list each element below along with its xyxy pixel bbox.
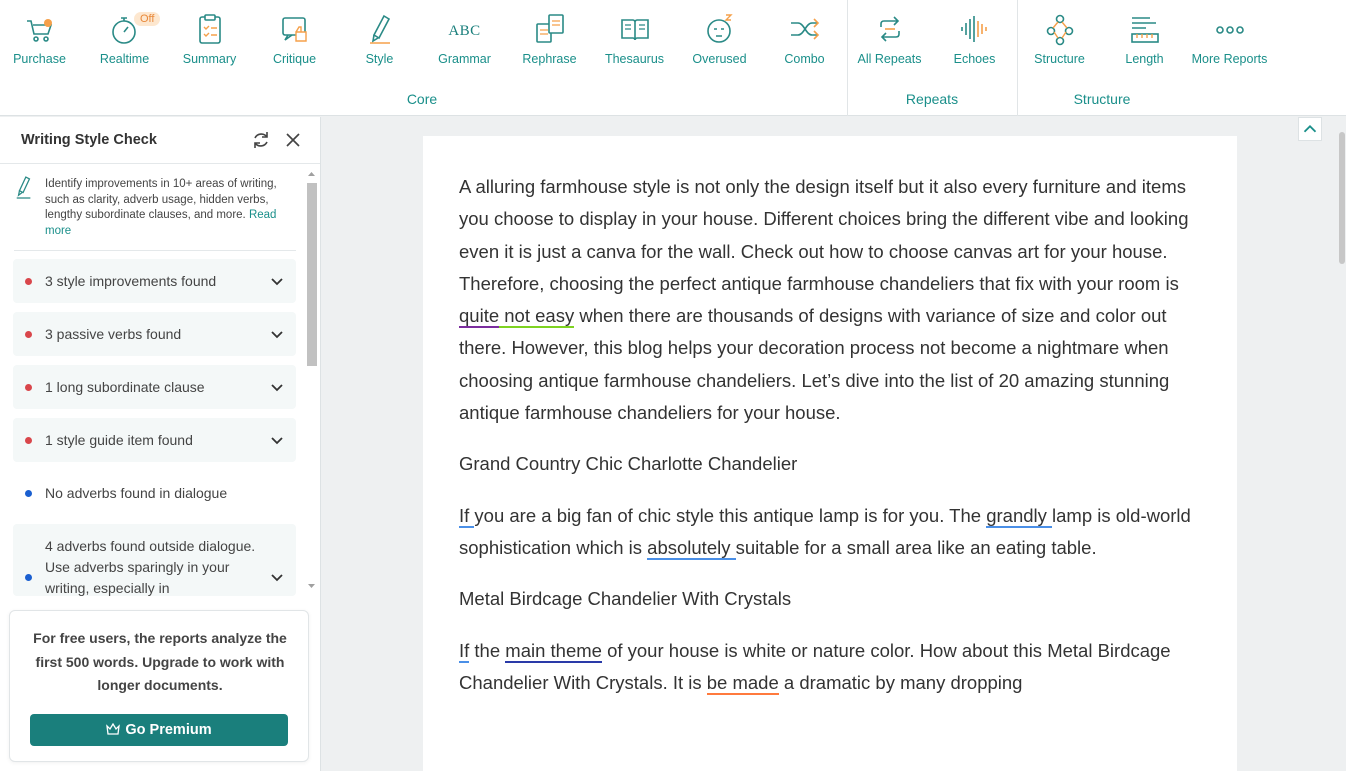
tool-label: Grammar	[438, 52, 491, 66]
pen-icon	[14, 175, 34, 201]
check-label: No adverbs found in dialogue	[45, 485, 228, 501]
tool-style[interactable]	[337, 12, 422, 72]
tool-label: Summary	[182, 52, 237, 66]
close-icon[interactable]	[282, 129, 304, 151]
check-label: 1 long subordinate clause	[45, 379, 205, 395]
sound-wave-icon	[959, 12, 991, 46]
pen-icon	[364, 12, 396, 46]
tool-length[interactable]	[1102, 12, 1187, 72]
read-more-link[interactable]: Read more	[45, 209, 277, 237]
tool-label: Overused	[692, 52, 747, 66]
chevron-down-icon	[270, 381, 284, 395]
go-premium-button[interactable]	[30, 714, 288, 746]
highlight-adverb[interactable]: absolutely	[647, 536, 736, 558]
tool-rephrase[interactable]	[507, 12, 592, 72]
status-dot	[25, 331, 32, 338]
document-scrollbar[interactable]	[1339, 132, 1345, 264]
highlight-style-guide[interactable]: main theme	[505, 639, 602, 661]
check-label: 3 passive verbs found	[45, 326, 182, 342]
status-dot	[25, 574, 32, 581]
abc-icon: ABC	[448, 23, 481, 39]
report-toolbar	[0, 0, 1346, 116]
tool-combo[interactable]	[762, 12, 847, 72]
check-label: 4 adverbs found outside dialogue. Use adverbs sparingly in your writing, especially in	[45, 538, 256, 596]
group-label-core: Core	[406, 91, 438, 107]
sleepy-face-icon	[704, 12, 736, 46]
critique-icon	[279, 12, 311, 46]
check-subordinate-clause[interactable]	[13, 365, 296, 409]
check-style-improvements[interactable]	[13, 259, 296, 303]
chevron-down-icon	[270, 275, 284, 289]
text-run: lamp is old-world sophistication which is	[459, 504, 1191, 558]
book-icon	[619, 12, 651, 46]
text-run: the	[469, 639, 506, 661]
chevron-up-icon	[1299, 118, 1321, 140]
status-dot	[25, 490, 32, 497]
tool-label: Structure	[1034, 52, 1085, 66]
check-label: 1 style guide item found	[45, 432, 193, 448]
tool-label: More Reports	[1191, 52, 1268, 66]
tool-label: Thesaurus	[604, 52, 665, 66]
text-run: of your house is white or nature color. How about this Metal Birdcage Chandelier With Crystals. It is	[459, 639, 1171, 693]
realtime-off-badge[interactable]: Off	[134, 12, 160, 26]
crown-icon	[106, 723, 120, 735]
tool-overused[interactable]	[677, 12, 762, 72]
premium-card	[9, 610, 309, 762]
document-page[interactable]	[423, 136, 1237, 771]
tool-label: Purchase	[13, 52, 66, 66]
paragraph-2	[459, 500, 1204, 565]
tool-more-reports[interactable]	[1187, 12, 1272, 72]
check-adverbs-dialogue	[13, 471, 296, 515]
check-adverbs-outside[interactable]	[13, 524, 296, 596]
status-dot	[25, 384, 32, 391]
tool-summary[interactable]	[167, 12, 252, 72]
document-body[interactable]	[459, 171, 1204, 718]
collapse-toolbar-button[interactable]	[1298, 117, 1322, 141]
tool-label: Rephrase	[522, 52, 577, 66]
tool-purchase[interactable]	[0, 12, 82, 72]
tool-critique[interactable]	[252, 12, 337, 72]
panel-header	[0, 117, 320, 164]
paragraph-1	[459, 171, 1204, 429]
refresh-icon[interactable]	[250, 129, 272, 151]
panel-title: Writing Style Check	[21, 132, 157, 148]
cart-icon	[24, 12, 56, 46]
text-run: when there are thousands of designs with variance of size and color out there. However, this blog helps your decoration process not become a nightmare when choosing antique farmhouse chandeliers. Let’s dive into the list of 20 amazing stunning antique farmhouse chandeliers for your house.	[459, 305, 1170, 424]
repeat-icon	[874, 12, 906, 46]
status-dot	[25, 278, 32, 285]
panel-intro	[14, 175, 296, 251]
clipboard-icon	[194, 12, 226, 46]
status-dot	[25, 437, 32, 444]
text-run: a dramatic by many dropping	[778, 671, 1023, 693]
highlight-adverb[interactable]: If	[459, 504, 475, 526]
tool-label: Echoes	[953, 52, 996, 66]
text-run: you are a big fan of chic style this antique lamp is for you. The	[474, 504, 987, 526]
tool-label: All Repeats	[857, 52, 922, 66]
group-label-structure: Structure	[1073, 91, 1131, 107]
divider	[14, 250, 296, 251]
premium-text: For free users, the reports analyze the first 500 words. Upgrade to work with longer documents.	[33, 630, 287, 693]
chevron-down-icon	[270, 571, 284, 585]
tool-label: Style	[365, 52, 394, 66]
check-label: 3 style improvements found	[45, 273, 217, 289]
tool-all-repeats[interactable]	[847, 12, 932, 72]
heading-1: Grand Country Chic Charlotte Chandelier	[459, 453, 798, 475]
paragraph-3	[459, 635, 1204, 700]
chevron-down-icon	[270, 434, 284, 448]
tool-label: Critique	[272, 52, 317, 66]
length-icon	[1129, 12, 1161, 46]
tool-structure[interactable]	[1017, 12, 1102, 72]
tool-label: Combo	[784, 52, 825, 66]
scroll-up-arrow-icon	[305, 169, 318, 179]
text-run: suitable for a small area like an eating table.	[735, 536, 1097, 558]
check-style-guide[interactable]	[13, 418, 296, 462]
chevron-down-icon	[270, 328, 284, 342]
highlight-passive[interactable]: be made	[706, 671, 779, 693]
highlight-grammar[interactable]: not easy	[499, 305, 575, 327]
scroll-down-arrow-icon	[305, 581, 318, 591]
tool-thesaurus[interactable]	[592, 12, 677, 72]
tool-grammar[interactable]	[422, 12, 507, 72]
panel-scrollbar[interactable]	[305, 169, 318, 595]
tool-realtime[interactable]	[82, 12, 167, 72]
structure-icon	[1044, 12, 1076, 46]
intro-text	[45, 177, 295, 239]
go-premium-label: Go Premium	[125, 722, 212, 738]
tool-label: Realtime	[99, 52, 150, 66]
intro-description: Identify improvements in 10+ areas of writing, such as clarity, adverb usage, hidden verbs, lengthy subordinate clauses, and more.	[45, 178, 277, 221]
style-check-panel	[0, 117, 321, 771]
rephrase-icon	[534, 12, 566, 46]
more-dots-icon	[1214, 12, 1246, 46]
highlight-adverb[interactable]: If	[459, 639, 470, 661]
check-passive-verbs[interactable]	[13, 312, 296, 356]
group-label-repeats: Repeats	[905, 91, 959, 107]
text-run: A alluring farmhouse style is not only the design itself but it also every furniture and items you choose to display in your house. Different choices bring the different vibe and looking even it is just a canva for the wall. Check out how to choose canvas art for your house. Therefore, choosing the perfect antique farmhouse chandeliers that fix with your room is	[459, 176, 1189, 294]
tool-echoes[interactable]	[932, 12, 1017, 72]
heading-2: Metal Birdcage Chandelier With Crystals	[459, 588, 792, 610]
highlight-adverb[interactable]: grandly	[986, 504, 1053, 526]
shuffle-icon	[789, 12, 821, 46]
highlight-style[interactable]: quite	[459, 305, 500, 327]
tool-label: Length	[1125, 52, 1164, 66]
scroll-thumb[interactable]	[307, 183, 317, 366]
